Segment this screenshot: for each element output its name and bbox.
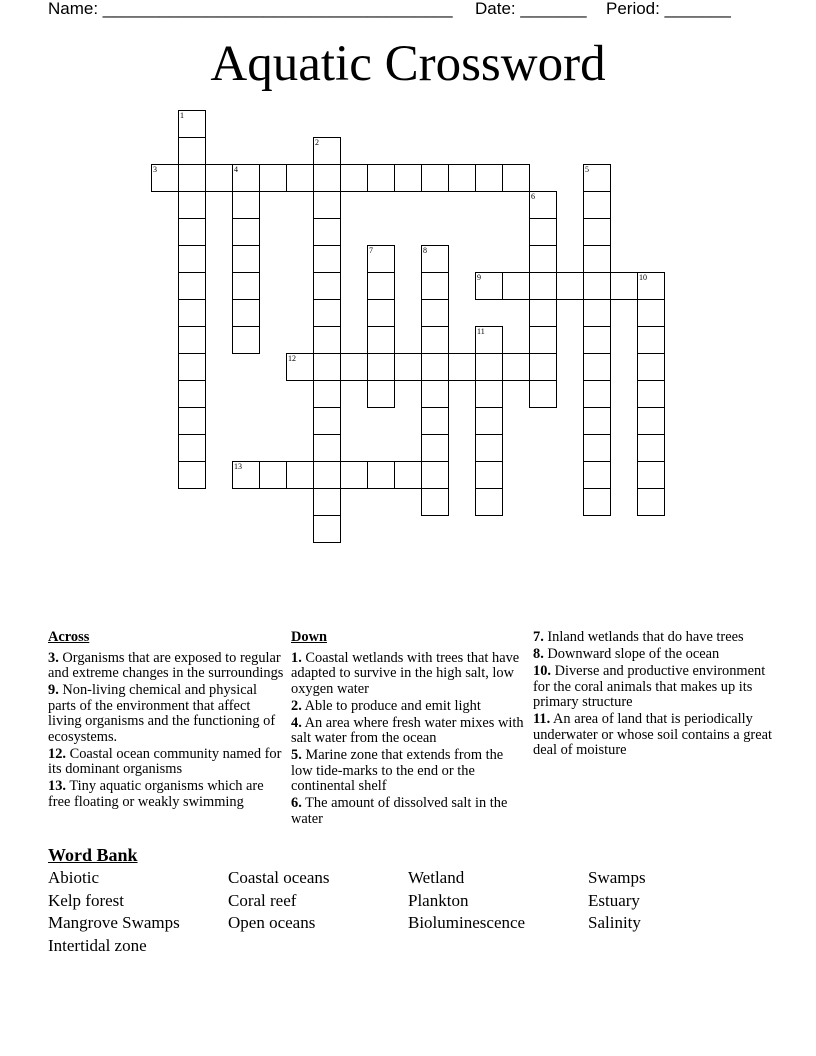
- crossword-cell[interactable]: [178, 434, 206, 462]
- crossword-cell[interactable]: [529, 380, 557, 408]
- word-bank-item: Kelp forest: [48, 890, 125, 910]
- word-bank-item: Bioluminescence: [408, 913, 526, 933]
- crossword-cell[interactable]: [394, 461, 422, 489]
- crossword-cell[interactable]: [178, 380, 206, 408]
- crossword-cell[interactable]: [286, 353, 314, 381]
- crossword-cell[interactable]: [394, 353, 422, 381]
- crossword-cell[interactable]: [502, 353, 530, 381]
- crossword-cell[interactable]: [610, 272, 638, 300]
- crossword-cell[interactable]: [583, 326, 611, 354]
- period-field[interactable]: Period: _______: [606, 0, 731, 18]
- crossword-cell[interactable]: [313, 218, 341, 246]
- date-field[interactable]: Date: _______: [475, 0, 587, 18]
- word-bank-item: Estuary: [588, 890, 640, 910]
- clue-number-label: 3.: [48, 649, 59, 666]
- name-field[interactable]: Name: _____________________________________: [48, 0, 453, 18]
- crossword-cell[interactable]: [259, 164, 287, 192]
- crossword-cell[interactable]: [421, 299, 449, 327]
- crossword-cell[interactable]: [313, 299, 341, 327]
- crossword-cell[interactable]: [529, 191, 557, 219]
- clue-number-label: 7.: [533, 629, 544, 645]
- crossword-cell[interactable]: [367, 299, 395, 327]
- crossword-cell[interactable]: [367, 164, 395, 192]
- crossword-cell[interactable]: [259, 461, 287, 489]
- crossword-cell[interactable]: [637, 272, 665, 300]
- clue-item: 8. Downward slope of the ocean: [533, 646, 720, 662]
- across-clues: [48, 630, 286, 812]
- clue-item: 1. Coastal wetlands with trees that have adapted to survive in the high salt, low oxygen water: [291, 649, 520, 697]
- down-clues: [291, 630, 525, 829]
- clue-item: 12. Coastal ocean community named for its dominant organisms: [48, 745, 282, 777]
- crossword-cell[interactable]: [340, 164, 368, 192]
- clue-item: 10. Diverse and productive environment for the coral animals that makes up its primary structure: [533, 663, 766, 710]
- crossword-cell[interactable]: [583, 407, 611, 435]
- crossword-cell[interactable]: [232, 245, 260, 273]
- crossword-cell[interactable]: [529, 218, 557, 246]
- crossword-cell[interactable]: [421, 461, 449, 489]
- crossword-cell[interactable]: [313, 245, 341, 273]
- clue-number: 12: [288, 354, 296, 363]
- crossword-cell[interactable]: [313, 407, 341, 435]
- clue-number-label: 1.: [291, 649, 302, 666]
- clue-number: 3: [153, 165, 157, 174]
- clue-item: 13. Tiny aquatic organisms which are free floating or weakly swimming: [48, 778, 264, 810]
- crossword-cell[interactable]: [637, 488, 665, 516]
- clue-number: 4: [234, 165, 238, 174]
- crossword-cell[interactable]: [637, 434, 665, 462]
- crossword-cell[interactable]: [232, 326, 260, 354]
- word-bank-item: Coastal oceans: [228, 868, 330, 887]
- clue-number: 6: [531, 192, 535, 201]
- crossword-cell[interactable]: [475, 380, 503, 408]
- crossword-cell[interactable]: [313, 515, 341, 543]
- crossword-cell[interactable]: [529, 272, 557, 300]
- crossword-cell[interactable]: [367, 272, 395, 300]
- crossword-cell[interactable]: [232, 164, 260, 192]
- crossword-cell[interactable]: [421, 407, 449, 435]
- clue-number-label: 6.: [291, 795, 302, 811]
- clue-number-label: 12.: [48, 745, 66, 762]
- crossword-cell[interactable]: [232, 461, 260, 489]
- crossword-cell[interactable]: [421, 434, 449, 462]
- crossword-cell[interactable]: [178, 353, 206, 381]
- crossword-cell[interactable]: [178, 218, 206, 246]
- crossword-cell[interactable]: [394, 164, 422, 192]
- crossword-cell[interactable]: [475, 407, 503, 435]
- crossword-cell[interactable]: [475, 326, 503, 354]
- crossword-cell[interactable]: [637, 407, 665, 435]
- crossword-cell[interactable]: [178, 164, 206, 192]
- crossword-cell[interactable]: [583, 272, 611, 300]
- clue-number-label: 5.: [291, 747, 302, 763]
- crossword-cell[interactable]: [637, 326, 665, 354]
- word-bank-item: Mangrove Swamps: [48, 913, 180, 933]
- crossword-cell[interactable]: [583, 218, 611, 246]
- crossword-cell[interactable]: [313, 380, 341, 408]
- clue-item: 5. Marine zone that extends from the low tide-marks to the end or the continental shelf: [291, 747, 504, 794]
- clue-number: 11: [477, 327, 485, 336]
- crossword-cell[interactable]: [583, 353, 611, 381]
- crossword-cell[interactable]: [421, 164, 449, 192]
- crossword-cell[interactable]: [529, 353, 557, 381]
- word-bank-item: Swamps: [588, 868, 646, 887]
- clue-number-label: 10.: [533, 663, 551, 679]
- crossword-cell[interactable]: [637, 299, 665, 327]
- clue-number-label: 9.: [48, 682, 59, 698]
- word-bank-item: Wetland: [408, 868, 465, 887]
- clue-number-label: 2.: [291, 697, 302, 714]
- crossword-cell[interactable]: [178, 272, 206, 300]
- crossword-cell[interactable]: [313, 272, 341, 300]
- clue-number: 1: [180, 111, 184, 120]
- clue-number: 5: [585, 165, 589, 174]
- crossword-cell[interactable]: [286, 461, 314, 489]
- crossword-cell[interactable]: [340, 353, 368, 381]
- crossword-cell[interactable]: [313, 191, 341, 219]
- crossword-cell[interactable]: [178, 191, 206, 219]
- crossword-cell[interactable]: [583, 245, 611, 273]
- crossword-cell[interactable]: [529, 326, 557, 354]
- crossword-cell[interactable]: [178, 461, 206, 489]
- crossword-cell[interactable]: [313, 434, 341, 462]
- crossword-cell[interactable]: [448, 353, 476, 381]
- crossword-cell[interactable]: [583, 380, 611, 408]
- crossword-cell[interactable]: [232, 218, 260, 246]
- crossword-cell[interactable]: [421, 380, 449, 408]
- clue-number-label: 13.: [48, 778, 66, 794]
- clue-number: 7: [369, 246, 373, 255]
- crossword-cell[interactable]: [421, 326, 449, 354]
- crossword-cell[interactable]: [556, 272, 584, 300]
- word-bank-item: Salinity: [588, 913, 641, 933]
- crossword-cell[interactable]: [232, 191, 260, 219]
- crossword-cell[interactable]: [448, 164, 476, 192]
- clue-item: 6. The amount of dissolved salt in the water: [291, 795, 508, 827]
- across-heading: Across: [48, 629, 90, 645]
- crossword-cell[interactable]: [232, 272, 260, 300]
- crossword-cell[interactable]: [421, 353, 449, 381]
- crossword-cell[interactable]: [205, 164, 233, 192]
- clue-item: 2. Able to produce and emit light: [291, 697, 481, 714]
- crossword-cell[interactable]: [637, 461, 665, 489]
- crossword-cell[interactable]: [313, 353, 341, 381]
- crossword-cell[interactable]: [178, 137, 206, 165]
- crossword-cell[interactable]: [475, 461, 503, 489]
- crossword-cell[interactable]: [583, 434, 611, 462]
- clue-item: 7. Inland wetlands that do have trees: [533, 629, 744, 645]
- crossword-cell[interactable]: [529, 245, 557, 273]
- crossword-cell[interactable]: [502, 164, 530, 192]
- clue-number: 2: [315, 138, 319, 147]
- word-bank-item: Abiotic: [48, 868, 99, 887]
- crossword-cell[interactable]: [583, 164, 611, 192]
- down-clues-continued: [533, 630, 773, 760]
- crossword-cell[interactable]: [340, 461, 368, 489]
- clue-number: 13: [234, 462, 242, 471]
- crossword-cell[interactable]: [475, 272, 503, 300]
- crossword-cell[interactable]: [313, 326, 341, 354]
- crossword-cell[interactable]: [232, 299, 260, 327]
- crossword-cell[interactable]: [475, 488, 503, 516]
- crossword-cell[interactable]: [178, 245, 206, 273]
- clue-item: 4. An area where fresh water mixes with salt water from the ocean: [291, 714, 524, 746]
- down-heading: Down: [291, 629, 327, 645]
- crossword-cell[interactable]: [367, 245, 395, 273]
- crossword-cell[interactable]: [313, 137, 341, 165]
- crossword-cell[interactable]: [583, 191, 611, 219]
- crossword-cell[interactable]: [178, 299, 206, 327]
- crossword-cell[interactable]: [178, 407, 206, 435]
- clue-number-label: 11.: [533, 711, 551, 727]
- crossword-cell[interactable]: [529, 299, 557, 327]
- crossword-cell[interactable]: [367, 461, 395, 489]
- crossword-cell[interactable]: [583, 299, 611, 327]
- clue-item: 9. Non-living chemical and physical parts of the environment that affect living organisms and the functioning of ecosystems.: [48, 682, 276, 745]
- page-title: Aquatic Crossword: [210, 36, 606, 92]
- crossword-cell[interactable]: [475, 164, 503, 192]
- crossword-cell[interactable]: [475, 353, 503, 381]
- crossword-cell[interactable]: [367, 326, 395, 354]
- crossword-cell[interactable]: [367, 353, 395, 381]
- clue-number: 8: [423, 246, 427, 255]
- crossword-cell[interactable]: [583, 488, 611, 516]
- crossword-cell[interactable]: [178, 110, 206, 138]
- crossword-cell[interactable]: [583, 461, 611, 489]
- clue-item: 3. Organisms that are exposed to regular and extreme changes in the surroundings: [48, 649, 284, 681]
- crossword-cell[interactable]: [367, 380, 395, 408]
- word-bank-item: Open oceans: [228, 913, 316, 933]
- crossword-cell[interactable]: [421, 272, 449, 300]
- crossword-cell[interactable]: [475, 434, 503, 462]
- crossword-cell[interactable]: [313, 164, 341, 192]
- word-bank-item: Plankton: [408, 890, 469, 910]
- crossword-cell[interactable]: [178, 326, 206, 354]
- crossword-cell[interactable]: [421, 488, 449, 516]
- clue-item: 11. An area of land that is periodically underwater or whose soil contains a great deal of moisture: [533, 711, 772, 758]
- crossword-cell[interactable]: [313, 461, 341, 489]
- crossword-cell[interactable]: [151, 164, 179, 192]
- clue-number-label: 4.: [291, 714, 302, 731]
- clue-number-label: 8.: [533, 646, 544, 662]
- word-bank-item: Coral reef: [228, 890, 297, 910]
- clue-number: 9: [477, 273, 481, 282]
- crossword-cell[interactable]: [637, 353, 665, 381]
- word-bank-title: Word Bank: [48, 845, 138, 865]
- crossword-cell[interactable]: [313, 488, 341, 516]
- word-bank-item: Intertidal zone: [48, 935, 147, 955]
- crossword-cell[interactable]: [286, 164, 314, 192]
- crossword-cell[interactable]: [637, 380, 665, 408]
- crossword-cell[interactable]: [502, 272, 530, 300]
- crossword-cell[interactable]: [421, 245, 449, 273]
- clue-number: 10: [639, 273, 647, 282]
